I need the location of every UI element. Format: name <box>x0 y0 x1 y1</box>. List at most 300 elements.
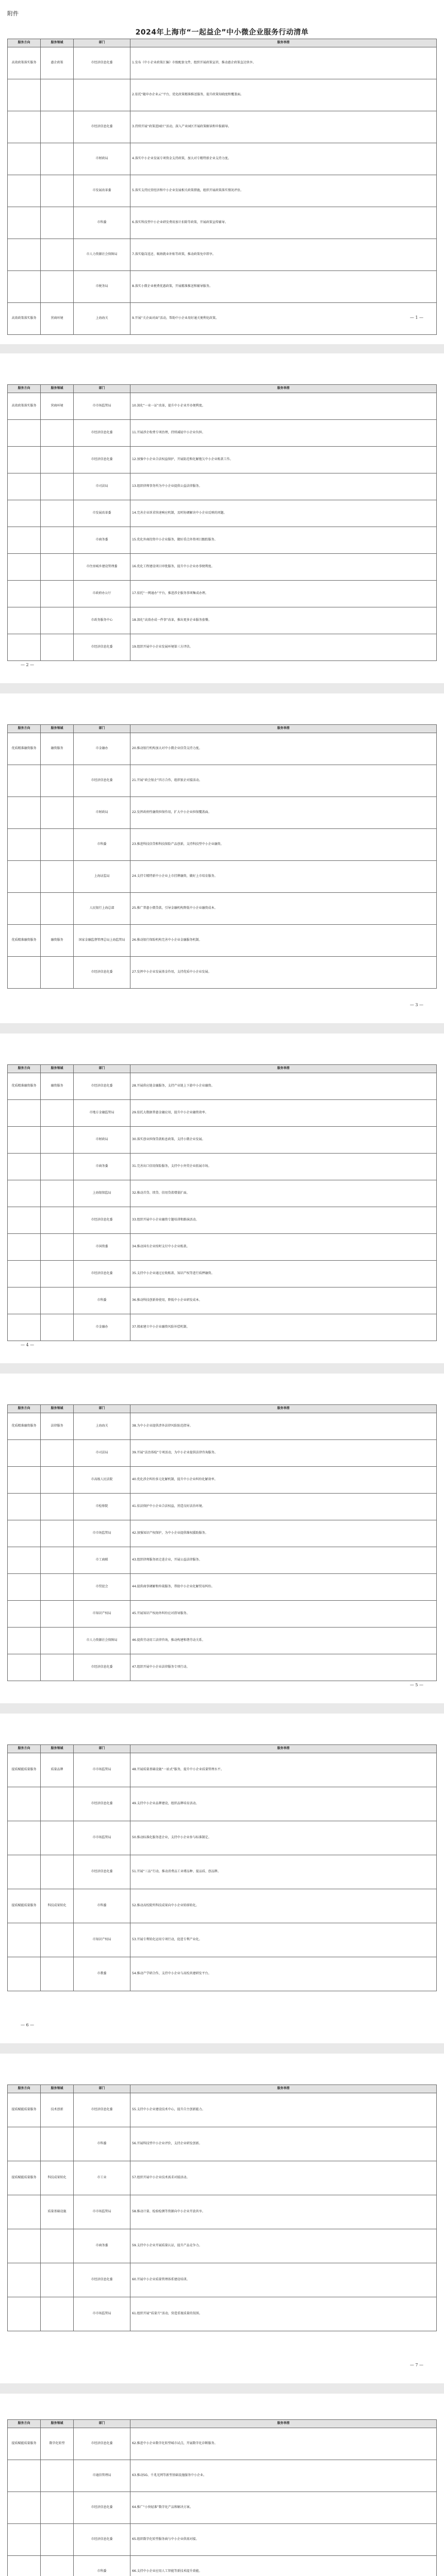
table-row <box>8 1821 437 1855</box>
service-measure-cell: 31.完善出口信用保险服务，支持中小外贸企业拓展市场。 <box>130 1154 437 1180</box>
service-direction-cell <box>8 1314 41 1341</box>
service-measure-cell: 35.支持中小企业通过应收账款、知识产权等进行质押融资。 <box>130 1261 437 1287</box>
column-header-c4: 服务举措 <box>130 2085 437 2093</box>
service-field-cell: 融资服务 <box>41 733 74 765</box>
table-row <box>8 1127 437 1154</box>
page-number: — 2 — <box>21 663 35 667</box>
column-header-c3: 部门 <box>74 1065 130 1073</box>
department-cell: 市科委 <box>74 1889 130 1923</box>
column-header-c1: 服务方向 <box>8 385 41 393</box>
service-measure-cell: 44.提供商事调解和仲裁服务，帮助中小企业化解贸易纠纷。 <box>130 1574 437 1601</box>
table-row <box>8 2297 437 2331</box>
department-cell: 市经济信息化委 <box>74 447 130 473</box>
table-row <box>8 527 437 554</box>
page-4 <box>0 1033 444 1363</box>
department-cell: 市科委 <box>74 2127 130 2161</box>
department-cell: 市财政局 <box>74 797 130 829</box>
department-cell: 市司法局 <box>74 473 130 500</box>
service-measure-cell: 65.组织数字化转型服务商与中小企业供需对接。 <box>130 2524 437 2556</box>
service-measure-cell: 34.推动国有企业按时支付中小企业账款。 <box>130 1234 437 1261</box>
service-field-cell <box>41 1547 74 1574</box>
service-field-cell <box>41 447 74 473</box>
service-table <box>7 1404 437 1681</box>
service-field-cell <box>41 1787 74 1821</box>
service-direction-cell: 提质赋能质量服务 <box>8 1753 41 1787</box>
service-direction-cell <box>8 829 41 861</box>
service-field-cell <box>41 2556 74 2576</box>
department-cell: 市知识产权局 <box>74 1923 130 1957</box>
service-measure-cell: 12.加强中小企业合法权益保护，开展防范和化解拖欠中小企业账款工作。 <box>130 447 437 473</box>
table-row <box>8 925 437 957</box>
service-direction-cell <box>8 2524 41 2556</box>
table-header-row <box>8 1405 437 1413</box>
service-direction-cell <box>8 500 41 527</box>
department-cell: 市经济信息化委 <box>74 111 130 143</box>
department-cell: 市金融办 <box>74 733 130 765</box>
service-direction-cell <box>8 1100 41 1127</box>
service-direction-cell <box>8 607 41 634</box>
table-row <box>8 143 437 175</box>
service-field-cell <box>41 607 74 634</box>
service-field-cell <box>41 207 74 239</box>
service-measure-cell: 21.开展“政会银企”四方合作，组织银企对接活动。 <box>130 765 437 797</box>
department-cell: 市经济信息化委 <box>74 1207 130 1234</box>
service-direction-cell <box>8 1855 41 1889</box>
service-field-cell <box>41 143 74 175</box>
service-field-cell: 营商环境 <box>41 393 74 420</box>
table-row <box>8 829 437 861</box>
department-cell: 市税务局 <box>74 271 130 303</box>
table-row <box>8 2492 437 2524</box>
department-cell: 市经济信息化委 <box>74 1855 130 1889</box>
table-row <box>8 2093 437 2127</box>
table-row <box>8 1154 437 1180</box>
service-direction-cell <box>8 1154 41 1180</box>
service-direction-cell <box>8 111 41 143</box>
service-field-cell <box>41 473 74 500</box>
service-field-cell <box>41 1440 74 1467</box>
service-direction-cell <box>8 1574 41 1601</box>
service-field-cell: 质量品牌 <box>41 1753 74 1787</box>
service-direction-cell <box>8 1127 41 1154</box>
department-cell: 市高级人民法院 <box>74 1467 130 1494</box>
column-header-c2: 服务领域 <box>41 725 74 733</box>
table-header-row <box>8 2085 437 2093</box>
service-direction-cell <box>8 1494 41 1520</box>
table-row <box>8 1261 437 1287</box>
column-header-c4: 服务举措 <box>130 1405 437 1413</box>
service-measure-cell: 36.推动科技创新券使用，降低中小企业研发成本。 <box>130 1287 437 1314</box>
department-cell: 上海证监局 <box>74 861 130 893</box>
table-row <box>8 1180 437 1207</box>
column-header-c1: 服务方向 <box>8 1065 41 1073</box>
column-header-c1: 服务方向 <box>8 2420 41 2428</box>
service-measure-cell: 8.落实小微企业税费优惠政策，开展精准推送和辅导服务。 <box>130 271 437 303</box>
column-header-c3: 部门 <box>74 2085 130 2093</box>
table-row <box>8 1467 437 1494</box>
department-cell: 市科委 <box>74 1287 130 1314</box>
department-cell: 市市场监管局 <box>74 1753 130 1787</box>
department-cell: 市市场监管局 <box>74 2297 130 2331</box>
table-header-row <box>8 39 437 47</box>
service-direction-cell <box>8 1547 41 1574</box>
column-header-c3: 部门 <box>74 1745 130 1753</box>
column-header-c4: 服务举措 <box>130 385 437 393</box>
service-direction-cell <box>8 2229 41 2263</box>
service-table <box>7 2419 437 2576</box>
department-cell: 市市场监管局 <box>74 1821 130 1855</box>
service-direction-cell <box>8 797 41 829</box>
service-measure-cell: 43.组织律师服务团走进企业，开展公益法律服务。 <box>130 1547 437 1574</box>
service-field-cell: 技术创新 <box>41 2093 74 2127</box>
page-number: — 4 — <box>21 1343 35 1347</box>
service-measure-cell: 17.依托“一网通办”平台，推进涉企服务事项集成办理。 <box>130 581 437 607</box>
table-row <box>8 79 437 111</box>
table-row <box>8 1100 437 1127</box>
service-measure-cell: 9.开展“关企面对面”活动，帮助中小企业用好通关便利化政策。 <box>130 303 437 335</box>
table-header-row <box>8 725 437 733</box>
service-direction-cell <box>8 79 41 111</box>
service-measure-cell: 39.开展“法治体检”专项活动，为中小企业提供法律咨询服务。 <box>130 1440 437 1467</box>
column-header-c4: 服务举措 <box>130 39 437 47</box>
table-row <box>8 1073 437 1100</box>
service-direction-cell <box>8 1467 41 1494</box>
table-row <box>8 1753 437 1787</box>
service-table <box>7 1064 437 1341</box>
table-row <box>8 2556 437 2576</box>
service-measure-cell: 2.依托“随申办企业云”平台，优化政策精准推送服务，提升政策知晓度和覆盖面。 <box>130 79 437 111</box>
department-cell: 市工业 <box>74 2161 130 2195</box>
department-cell: 市商务委 <box>74 527 130 554</box>
service-measure-cell: 61.组织开展“质量月”活动，营造重视质量的氛围。 <box>130 2297 437 2331</box>
service-measure-cell: 49.支持中小企业品牌建设，组织品牌培育活动。 <box>130 1787 437 1821</box>
table-row <box>8 2127 437 2161</box>
table-header-row <box>8 2420 437 2428</box>
table-row <box>8 1234 437 1261</box>
service-measure-cell: 19.组织开展中小企业发展环境第三方评估。 <box>130 634 437 661</box>
service-direction-cell <box>8 2460 41 2492</box>
department-cell: 市科委 <box>74 207 130 239</box>
page-7 <box>0 2054 444 2383</box>
column-header-c1: 服务方向 <box>8 1405 41 1413</box>
service-field-cell: 营商环境 <box>41 303 74 335</box>
table-row <box>8 1520 437 1547</box>
service-measure-cell: 47.组织开展中小企业法律服务专项行动。 <box>130 1654 437 1681</box>
service-field-cell <box>41 765 74 797</box>
department-cell: 市经济信息化委 <box>74 634 130 661</box>
service-measure-cell: 53.开展专利转化运用专项行动，促进专利产业化。 <box>130 1923 437 1957</box>
service-measure-cell: 26.推动银行保险机构完善中小企业金融服务机制。 <box>130 925 437 957</box>
service-field-cell <box>41 2460 74 2492</box>
service-measure-cell: 13.组织律师事务所为中小企业提供公益法律服务。 <box>130 473 437 500</box>
service-table <box>7 2084 437 2331</box>
service-field-cell <box>41 581 74 607</box>
service-table <box>7 39 437 335</box>
service-field-cell <box>41 1467 74 1494</box>
service-measure-cell: 7.落实稳岗返还、吸纳就业补贴等政策，推动政策免申即享。 <box>130 239 437 271</box>
table-row <box>8 111 437 143</box>
department-cell: 市经济信息化委 <box>74 2093 130 2127</box>
department-cell: 市经济信息化委 <box>74 2428 130 2460</box>
service-measure-cell: 6.落实科技型中小企业研发费用加计扣除等政策，开展政策宣传辅导。 <box>130 207 437 239</box>
department-cell: 人民银行上海总部 <box>74 893 130 925</box>
service-measure-cell: 64.推广“小快轻准”数字化产品和解决方案。 <box>130 2492 437 2524</box>
service-measure-cell: 33.组织开展中小企业融资专题培训和路演活动。 <box>130 1207 437 1234</box>
column-header-c2: 服务领域 <box>41 2085 74 2093</box>
service-measure-cell: 28.开展供应链金融服务，支持产业链上下游中小企业融资。 <box>130 1073 437 1100</box>
department-cell: 市经济信息化委 <box>74 47 130 79</box>
department-cell: 市政府办公厅 <box>74 581 130 607</box>
column-header-c1: 服务方向 <box>8 39 41 47</box>
service-direction-cell: 提质赋能质量服务 <box>8 1889 41 1923</box>
service-measure-cell: 42.加强知识产权保护，为中小企业提供维权援助服务。 <box>130 1520 437 1547</box>
column-header-c1: 服务方向 <box>8 1745 41 1753</box>
service-field-cell <box>41 554 74 581</box>
service-field-cell: 质量基础设施 <box>41 2195 74 2229</box>
department-cell: 市司法局 <box>74 1440 130 1467</box>
department-cell: 市科委 <box>74 829 130 861</box>
service-measure-cell: 57.组织开展中小企业技术需求对接活动。 <box>130 2161 437 2195</box>
service-field-cell <box>41 797 74 829</box>
service-field-cell <box>41 861 74 893</box>
service-field-cell: 融资服务 <box>41 1073 74 1100</box>
service-measure-cell: 37.探索建立中小企业融资风险补偿机制。 <box>130 1314 437 1341</box>
service-direction-cell <box>8 581 41 607</box>
service-field-cell: 数字化转型 <box>41 2428 74 2460</box>
service-field-cell <box>41 500 74 527</box>
service-field-cell <box>41 2127 74 2161</box>
service-measure-cell: 30.落实创业担保贷款贴息政策，支持小微企业发展。 <box>130 1127 437 1154</box>
page-number: — 6 — <box>21 2023 35 2027</box>
service-direction-cell <box>8 239 41 271</box>
table-row <box>8 634 437 661</box>
service-field-cell <box>41 1520 74 1547</box>
department-cell: 市工商联 <box>74 1547 130 1574</box>
service-direction-cell <box>8 447 41 473</box>
document-title: 2024年上海市“一起益企”中小微企业服务行动清单 <box>135 28 309 37</box>
table-row <box>8 2428 437 2460</box>
table-row <box>8 500 437 527</box>
column-header-c2: 服务领域 <box>41 39 74 47</box>
department-cell: 市知识产权局 <box>74 1601 130 1628</box>
table-row <box>8 1787 437 1821</box>
service-field-cell <box>41 1154 74 1180</box>
service-field-cell <box>41 1923 74 1957</box>
department-cell: 国家金融监督管理总局上海监管局 <box>74 925 130 957</box>
department-cell: 市科委 <box>74 2556 130 2576</box>
table-row <box>8 1628 437 1654</box>
table-row <box>8 861 437 893</box>
service-field-cell <box>41 1100 74 1127</box>
service-direction-cell: 提质赋能质量服务 <box>8 2428 41 2460</box>
service-measure-cell: 55.支持中小企业建设技术中心，提升自主创新能力。 <box>130 2093 437 2127</box>
service-field-cell: 融资服务 <box>41 925 74 957</box>
service-direction-cell: 优质精准融资服务 <box>8 1413 41 1440</box>
department-cell: 市经济信息化委 <box>74 420 130 447</box>
service-direction-cell <box>8 207 41 239</box>
service-measure-cell: 29.依托大数据普惠金融应用，提升中小企业融资效率。 <box>130 1100 437 1127</box>
table-header-row <box>8 1065 437 1073</box>
table-row <box>8 607 437 634</box>
department-cell: 市市场监管局 <box>74 2195 130 2229</box>
service-direction-cell <box>8 1180 41 1207</box>
service-measure-cell: 40.优化涉企纠纷多元化解机制，提升中小企业纠纷化解效率。 <box>130 1467 437 1494</box>
service-measure-cell: 23.推进科技信贷和科技保险产品创新，支持科技型中小企业融资。 <box>130 829 437 861</box>
column-header-c3: 部门 <box>74 725 130 733</box>
table-row <box>8 1547 437 1574</box>
service-field-cell <box>41 634 74 661</box>
table-row <box>8 1287 437 1314</box>
department-cell: 市财政局 <box>74 143 130 175</box>
page-number: — 3 — <box>409 1003 423 1007</box>
service-field-cell <box>41 2492 74 2524</box>
department-cell: 市市场监管局 <box>74 393 130 420</box>
column-header-c2: 服务领域 <box>41 1405 74 1413</box>
page-number: — 5 — <box>409 1683 423 1687</box>
column-header-c3: 部门 <box>74 39 130 47</box>
service-measure-cell: 5.落实支持民营经济和中小企业发展相关政策措施，组织开展政策落实情况评估。 <box>130 175 437 207</box>
department-cell: 市教委 <box>74 1957 130 1991</box>
column-header-c2: 服务领域 <box>41 385 74 393</box>
service-measure-cell: 56.开展科技型中小企业评价，支持企业研发创新。 <box>130 2127 437 2161</box>
table-row <box>8 303 437 335</box>
department-cell <box>74 79 130 111</box>
service-field-cell <box>41 2263 74 2297</box>
table-row <box>8 2229 437 2263</box>
table-row <box>8 393 437 420</box>
service-measure-cell: 51.开展“三品”行动，推动消费品工业增品种、提品质、创品牌。 <box>130 1855 437 1889</box>
service-direction-cell: 高效政策落实服务 <box>8 303 41 335</box>
service-field-cell: 科技成果转化 <box>41 1889 74 1923</box>
department-cell: 市财政局 <box>74 1127 130 1154</box>
service-measure-cell: 27.发挥中小企业发展基金作用，支持优质中小企业发展。 <box>130 957 437 989</box>
service-measure-cell: 58.推动计量、检验检测等资源向中小企业开放共享。 <box>130 2195 437 2229</box>
service-field-cell <box>41 957 74 989</box>
page-number: — 1 — <box>409 315 423 320</box>
table-row <box>8 175 437 207</box>
department-cell: 市经济信息化委 <box>74 1654 130 1681</box>
department-cell: 市商务委 <box>74 1154 130 1180</box>
service-measure-cell: 38.为中小企业提供涉外法律风险防范指导。 <box>130 1413 437 1440</box>
service-table <box>7 724 437 989</box>
page-5 <box>0 1374 444 1703</box>
service-direction-cell <box>8 634 41 661</box>
table-row <box>8 1574 437 1601</box>
department-cell: 市贸促会 <box>74 1574 130 1601</box>
column-header-c1: 服务方向 <box>8 2085 41 2093</box>
service-direction-cell <box>8 1923 41 1957</box>
service-direction-cell <box>8 2556 41 2576</box>
service-direction-cell <box>8 1261 41 1287</box>
service-measure-cell: 54.推动产学研合作，支持中小企业与高校共建研发平台。 <box>130 1957 437 1991</box>
table-row <box>8 1314 437 1341</box>
department-cell: 上海海关 <box>74 303 130 335</box>
service-field-cell <box>41 2524 74 2556</box>
column-header-c3: 部门 <box>74 1405 130 1413</box>
service-direction-cell <box>8 1234 41 1261</box>
service-measure-cell: 11.开展涉企收费专项治理，持续减轻中小企业负担。 <box>130 420 437 447</box>
service-field-cell <box>41 1957 74 1991</box>
department-cell: 上海银保监局 <box>74 1180 130 1207</box>
service-field-cell <box>41 79 74 111</box>
table-row <box>8 447 437 473</box>
table-row <box>8 1494 437 1520</box>
service-measure-cell: 59.支持中小企业开展质量认证，提升产品竞争力。 <box>130 2229 437 2263</box>
table-row <box>8 2161 437 2195</box>
table-row <box>8 420 437 447</box>
service-direction-cell <box>8 1601 41 1628</box>
department-cell: 市经济信息化委 <box>74 2263 130 2297</box>
column-header-c2: 服务领域 <box>41 1065 74 1073</box>
table-row <box>8 2195 437 2229</box>
table-row <box>8 1440 437 1467</box>
page-8 <box>0 2394 444 2576</box>
department-cell: 市政务服务中心 <box>74 607 130 634</box>
service-direction-cell <box>8 1957 41 1991</box>
service-measure-cell: 15.优化外商投资中小企业服务，做好重点外资项目跟踪服务。 <box>130 527 437 554</box>
service-direction-cell <box>8 527 41 554</box>
table-row <box>8 207 437 239</box>
department-cell: 市经济信息化委 <box>74 1073 130 1100</box>
department-cell: 市检察院 <box>74 1494 130 1520</box>
department-cell: 市人力资源社会保障局 <box>74 1628 130 1654</box>
service-measure-cell: 32.推动首贷、续贷、信用贷款增量扩面。 <box>130 1180 437 1207</box>
service-measure-cell: 63.推动5G、千兆光网等新型基础设施服务中小企业。 <box>130 2460 437 2492</box>
service-field-cell <box>41 1287 74 1314</box>
annex-label: 附件 <box>7 10 19 17</box>
table-header-row <box>8 1745 437 1753</box>
service-direction-cell: 优质精准融资服务 <box>8 1073 41 1100</box>
service-field-cell <box>41 1628 74 1654</box>
page-1 <box>0 0 444 344</box>
service-direction-cell: 优质精准融资服务 <box>8 925 41 957</box>
service-measure-cell: 18.深化“高效办成一件事”改革，推出更多企业服务套餐。 <box>130 607 437 634</box>
table-row <box>8 581 437 607</box>
department-cell: 市发展改革委 <box>74 500 130 527</box>
department-cell: 市国资委 <box>74 1234 130 1261</box>
column-header-c4: 服务举措 <box>130 2420 437 2428</box>
service-direction-cell <box>8 765 41 797</box>
service-field-cell <box>41 175 74 207</box>
service-measure-cell: 66.支持中小企业应用人工智能等新技术提升效能。 <box>130 2556 437 2576</box>
service-direction-cell: 高效政策落实服务 <box>8 47 41 79</box>
service-field-cell <box>41 2229 74 2263</box>
column-header-c3: 部门 <box>74 2420 130 2428</box>
table-row <box>8 765 437 797</box>
service-measure-cell: 22.发挥政府性融资担保作用，扩大中小企业担保覆盖面。 <box>130 797 437 829</box>
service-measure-cell: 4.落实中小企业发展专项资金支持政策，加大对专精特新企业支持力度。 <box>130 143 437 175</box>
service-direction-cell <box>8 2195 41 2229</box>
service-direction-cell <box>8 2127 41 2161</box>
table-row <box>8 1413 437 1440</box>
service-direction-cell <box>8 1520 41 1547</box>
service-measure-cell: 62.推进中小企业数字化转型城市试点，开展数字化诊断服务。 <box>130 2428 437 2460</box>
service-field-cell <box>41 1574 74 1601</box>
service-field-cell <box>41 1821 74 1855</box>
service-direction-cell <box>8 143 41 175</box>
service-field-cell <box>41 1180 74 1207</box>
table-row <box>8 1207 437 1234</box>
service-direction-cell <box>8 473 41 500</box>
service-field-cell <box>41 420 74 447</box>
service-field-cell <box>41 527 74 554</box>
service-measure-cell: 45.开展知识产权海外纠纷应对指导服务。 <box>130 1601 437 1628</box>
service-field-cell <box>41 1494 74 1520</box>
service-direction-cell <box>8 861 41 893</box>
service-field-cell <box>41 1234 74 1261</box>
service-measure-cell: 16.优化工程建设项目审批服务，提升中小企业办事便利度。 <box>130 554 437 581</box>
department-cell: 市经济信息化委 <box>74 2492 130 2524</box>
